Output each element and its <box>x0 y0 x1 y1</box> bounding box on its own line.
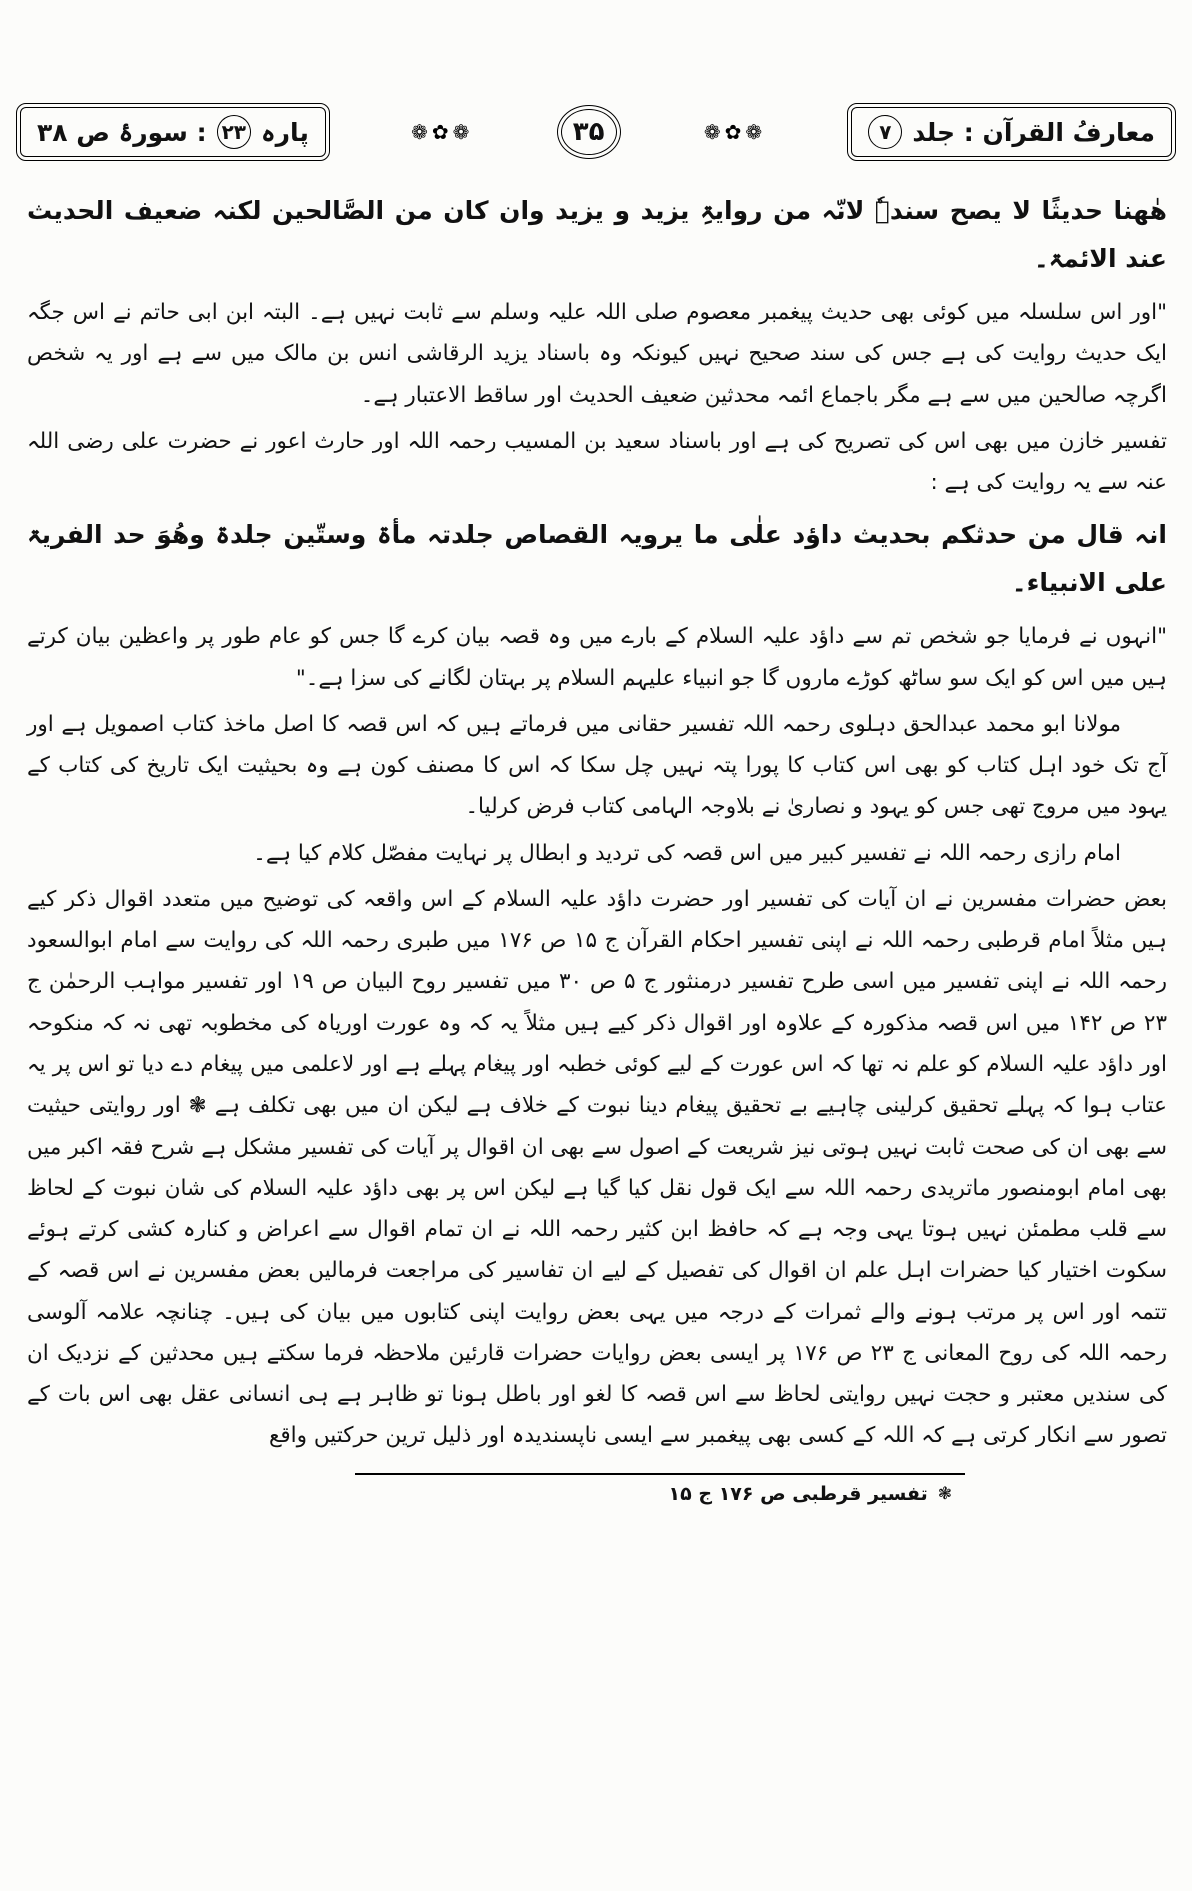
paragraph-translation-1: "اور اس سلسلہ میں کوئی بھی حدیث پیغمبر معصوم صلی اللہ علیہ وسلم سے ثابت نہیں ہے۔ البتہ ابن ابی حاتم نے اس جگہ ایک حدیث روایت کی ہے جس کی سند صحیح نہیں کیونکہ وہ باسناد یزید الرقاشی انس بن مالک میں سے ہے اور یہ شخص اگرچہ صالحین میں سے ہے مگر باجماع ائمہ محدثین ضعیف الحدیث اور ساقط الاعتبار ہے۔ <box>27 300 1167 408</box>
paragraph-mufassirin-opinions: بعض حضرات مفسرین نے ان آیات کی تفسیر اور حضرت داؤد علیہ السلام کے اس واقعہ کی توضیح میں متعدد اقوال ذکر کیے ہیں مثلاً امام قرطبی رحمہ اللہ نے اپنی تفسیر احکام القرآن ج ۱۵ ص ۱۷۶ میں طبری رحمہ اللہ کی روایت سے امام ابوالسعود رحمہ اللہ نے اپنی تفسیر میں اسی طرح تفسیر درمنثور ج ۵ ص ۳۰ میں تفسیر روح البیان ص ۱۹ اور تفسیر مواہب الرحمٰن ج ۲۳ ص ۱۴۲ میں اس قصہ مذکورہ کے علاوہ اور اقوال ذکر کیے ہیں مثلاً یہ کہ وہ عورت اوریاہ کی مخطوبہ تھی نہ کہ منکوحہ اور داؤد علیہ السلام کو علم نہ تھا کہ اس عورت کے لیے کوئی خطبہ اور پیغام پہلے ہے اور لاعلمی میں پیغام دے دیا تو اس پر یہ عتاب ہوا کہ پہلے تحقیق کرلینی چاہیے بے تحقیق پیغام دینا نبوت کے خلاف ہے لیکن ان میں بھی تکلف ہے ❃ اور روایتی حیثیت سے بھی ان کی صحت ثابت نہیں ہوتی نیز شریعت کے اصول سے بھی ان اقوال پر آیات کی تفسیر مشکل ہے شرح فقہ اکبر میں بھی امام ابومنصور ماتریدی رحمہ اللہ سے ایک قول نقل کیا گیا ہے لیکن اس پر بھی داؤد علیہ السلام کی شان نبوت کے لحاظ سے قلب مطمئن نہیں ہوتا یہی وجہ ہے کہ حافظ ابن کثیر رحمہ اللہ نے ان تمام اقوال سے اعراض و کنارہ کشی کرتے ہوئے سکوت اختیار کیا حضرات اہل علم ان اقوال کی تفصیل کے لیے ان تفاسیر کی مراجعت فرمالیں بعض مفسرین نے اس قصہ کے تتمہ اور اس پر مرتب ہونے والے ثمرات کے درجہ میں یہی بعض روایت اپنی کتابوں میں بیان کی ہیں۔ چنانچہ علامہ آلوسی رحمہ اللہ کی روح المعانی ج ۲۳ ص ۱۷۶ پر ایسی بعض روایات حضرات قارئین ملاحظہ فرما سکتے ہیں محدثین کے نزدیک ان کی سندیں معتبر و حجت نہیں روایتی لحاظ سے اس قصہ کا لغو اور باطل ہونا تو ظاہر ہے ہی انسانی عقل بھی اس بات کے تصور سے انکار کرتی ہے کہ اللہ کے کسی بھی پیغمبر سے ایسی ناپسندیدہ اور ذلیل ترین حرکتیں واقع <box>27 886 1168 1449</box>
header-book-title-box <box>851 107 1172 157</box>
footnote-text: تفسیر قرطبی ص ۱۷۶ ج ۱۵ <box>668 1482 928 1505</box>
footnote-marker-icon: ❃ <box>937 1483 952 1504</box>
body-text <box>27 187 1167 1457</box>
paragraph-haqqani-commentary: مولانا ابو محمد عبدالحق دہلوی رحمہ اللہ تفسیر حقانی میں فرماتے ہیں کہ اس قصہ کا اصل ماخذ کتاب اصمویل ہے اور آج تک خود اہل کتاب کو بھی اس کتاب کا پورا پتہ نہیں چل سکا کہ اس کا مصنف کون ہے وہ بحیثیت ایک تاریخ کی کتاب کے یہود میں مروج تھی جس کو یہود و نصاریٰ نے بلاوجہ الہامی کتاب فرض کرلیا۔ <box>27 711 1167 820</box>
paragraph-razi-commentary: امام رازی رحمہ اللہ نے تفسیر کبیر میں اس قصہ کی تردید و ابطال پر نہایت مفصّل کلام کیا ہے۔ <box>253 840 1121 866</box>
paragraph-arabic-grading: ھٰھنا حدیثًا لا یصح سندہٗ لانّہ من روایۃِ یزید و یزید وان کان من الصَّالحین لکنہ ضعیف الحدیث عند الائمۃ۔ <box>27 196 1167 273</box>
page-number: ۳۵ <box>561 109 617 155</box>
volume-number-badge: ۷ <box>868 115 902 149</box>
surah-label: : سورۂ ص ۳۸ <box>37 117 207 147</box>
header-ornament-left-icon: ❁✿❁ <box>411 120 474 144</box>
footnote-divider <box>355 1473 965 1475</box>
book-title: معارفُ القرآن : جلد <box>912 117 1155 147</box>
paragraph-arabic-narration: انہ قال من حدثکم بحدیث داؤد علٰی ما یرویہ القصاص جلدتہ مأۃ وستّین جلدۃ وھُوَ حد الفریۃ علی الانبیاء۔ <box>27 520 1167 597</box>
page-header <box>16 103 1176 161</box>
paragraph-khazin-reference: تفسیر خازن میں بھی اس کی تصریح کی ہے اور باسناد سعید بن المسیب رحمہ اللہ اور حارث اعور نے حضرت علی رضی اللہ عنہ سے یہ روایت کی ہے : <box>27 428 1167 496</box>
header-para-surah-box <box>20 107 326 157</box>
footnote <box>0 1473 1192 1505</box>
paragraph-translation-2: "انہوں نے فرمایا جو شخص تم سے داؤد علیہ السلام کے بارے میں وہ قصہ بیان کرے گا جس کو عام طور پر واعظین بیان کرتے ہیں میں اس کو ایک سو ساٹھ کوڑے ماروں گا جو انبیاء علیہم السلام پر بہتان لگانے کی سزا ہے۔" <box>27 624 1167 691</box>
para-label: پارہ <box>261 117 309 147</box>
header-ornament-right-icon: ❁✿❁ <box>703 120 767 144</box>
para-number-badge: ۲۳ <box>217 115 251 149</box>
